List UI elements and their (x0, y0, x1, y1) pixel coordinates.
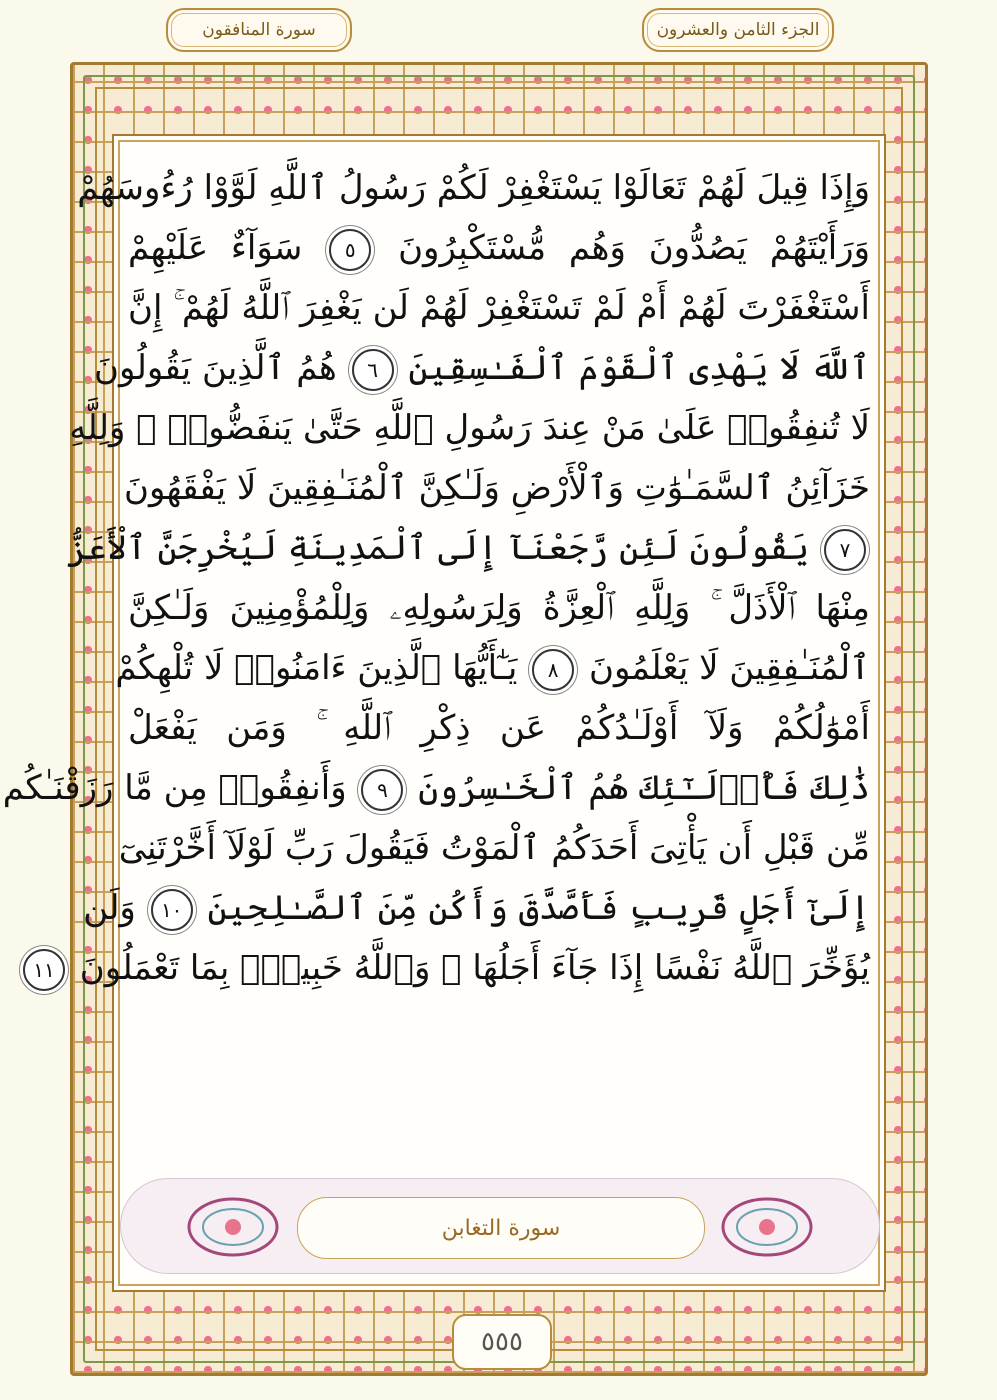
verse-line: يُؤَخِّرَ ٱللَّهُ نَفْسًا إِذَا جَآءَ أَجَلُهَا ۚ وَٱللَّهُ خَبِيرٌۢ بِمَا تَعْمَلُونَ ١١ (128, 938, 870, 998)
verse-line: خَزَآئِنُ ٱلسَّمَـٰوَٰتِ وَٱلْأَرْضِ وَلَـٰكِنَّ ٱلْمُنَـٰفِقِينَ لَا يَفْقَهُونَ (123, 468, 870, 508)
ayah-number-marker: ٦ (352, 349, 394, 391)
floral-ornament-icon (185, 1193, 281, 1261)
verse-line: ٱللَّهَ لَا يَهْدِى ٱلْقَوْمَ ٱلْفَـٰسِقِينَ ٦ هُمُ ٱلَّذِينَ يَقُولُونَ (128, 338, 870, 398)
ayah-number-marker: ٧ (824, 529, 866, 571)
floral-ornament-icon (719, 1193, 815, 1261)
verse-line: ٧ يَقُولُونَ لَئِن رَّجَعْنَآ إِلَى ٱلْمَدِينَةِ لَيُخْرِجَنَّ ٱلْأَعَزُّ (128, 518, 870, 578)
surah-title-header: سورة المنافقون (166, 8, 352, 52)
verse-line: أَمْوَٰلُكُمْ وَلَآ أَوْلَـٰدُكُمْ عَن ذِكْرِ ٱللَّهِ ۚ وَمَن يَفْعَلْ (128, 708, 870, 748)
verse-line: مِّن قَبْلِ أَن يَأْتِىَ أَحَدَكُمُ ٱلْمَوْتُ فَيَقُولَ رَبِّ لَوْلَآ أَخَّرْتَنِىٓ (118, 828, 870, 868)
juz-title-header: الجزء الثامن والعشرون (642, 8, 834, 52)
ayah-number-marker: ١٠ (151, 889, 193, 931)
verse-line: وَرَأَيْتَهُمْ يَصُدُّونَ وَهُم مُّسْتَكْبِرُونَ ٥ سَوَآءٌ عَلَيْهِمْ (128, 218, 870, 278)
verse-line: ذَٰلِكَ فَأُو۟لَـٰٓئِكَ هُمُ ٱلْخَـٰسِرُونَ ٩ وَأَنفِقُوا۟ مِن مَّا رَزَقْنَـٰكُم (128, 758, 870, 818)
ayah-number-marker: ٩ (361, 769, 403, 811)
ayah-number-marker: ٨ (532, 649, 574, 691)
next-surah-title: سورة التغابن (297, 1197, 705, 1259)
verse-line: ٱلْمُنَـٰفِقِينَ لَا يَعْلَمُونَ ٨ يَـٰٓأَيُّهَا ٱلَّذِينَ ءَامَنُوا۟ لَا تُلْهِكُمْ (128, 638, 870, 698)
verse-line: لَا تُنفِقُوا۟ عَلَىٰ مَنْ عِندَ رَسُولِ ٱللَّهِ حَتَّىٰ يَنفَضُّوا۟ ۗ وَلِلَّهِ (69, 408, 870, 448)
ayah-number-marker: ١١ (23, 949, 65, 991)
ayah-number-marker: ٥ (329, 229, 371, 271)
verse-line: مِنْهَا ٱلْأَذَلَّ ۚ وَلِلَّهِ ٱلْعِزَّةُ وَلِرَسُولِهِۦ وَلِلْمُؤْمِنِينَ وَلَـٰكِنَّ (128, 588, 870, 628)
verse-line: أَسْتَغْفَرْتَ لَهُمْ أَمْ لَمْ تَسْتَغْفِرْ لَهُمْ لَن يَغْفِرَ ٱللَّهُ لَهُمْ ۚ إِنَّ (128, 288, 870, 328)
verse-panel (2, 140, 880, 1286)
verse-line: وَإِذَا قِيلَ لَهُمْ تَعَالَوْا يَسْتَغْفِرْ لَكُمْ رَسُولُ ٱللَّهِ لَوَّوْا رُءُوسَهُمْ (77, 168, 870, 208)
page-number: ٥٥٥ (452, 1314, 552, 1370)
next-surah-banner (120, 1178, 880, 1274)
verse-line: إِلَىٰٓ أَجَلٍ قَرِيبٍ فَأَصَّدَّقَ وَأَكُن مِّنَ ٱلصَّـٰلِحِينَ ١٠ وَلَن (128, 878, 870, 938)
